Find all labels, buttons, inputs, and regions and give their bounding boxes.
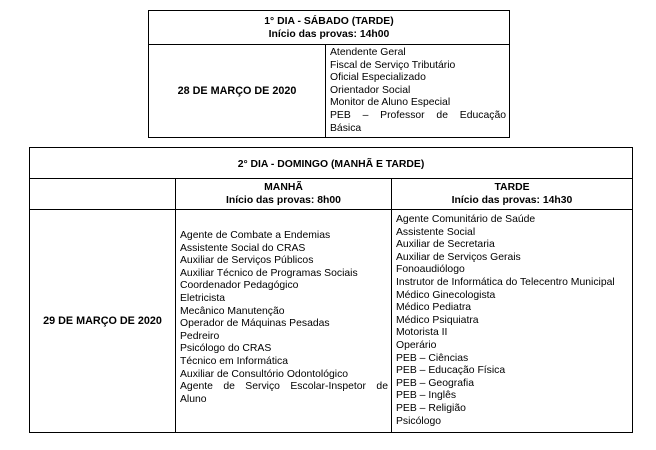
afternoon-list [392, 210, 633, 433]
list-item: Agente de Serviço Escolar-Inspetor de [180, 381, 388, 393]
list-item: Oficial Especializado [330, 72, 426, 84]
list-item: PEB – Inglês [396, 390, 457, 402]
morning-header [176, 179, 392, 210]
list-item: Monitor de Aluno Especial [330, 97, 451, 109]
list-item: Básica [330, 122, 362, 134]
day2-date: 29 DE MARÇO DE 2020 [30, 210, 176, 433]
list-item: Coordenador Pedagógico [180, 280, 299, 292]
day1-date: 28 DE MARÇO DE 2020 [149, 45, 326, 138]
list-item: Aluno [180, 393, 207, 405]
list-item: Operário [396, 339, 437, 351]
list-item: Orientador Social [330, 84, 411, 96]
list-item: Técnico em Informática [180, 355, 288, 367]
list-item: PEB – Educação Física [396, 365, 506, 377]
day2-title: 2° DIA - DOMINGO (MANHÃ E TARDE) [237, 159, 425, 170]
list-item: Pedreiro [180, 330, 220, 342]
list-item: Eletricista [180, 292, 226, 304]
list-item: PEB – Religião [396, 402, 466, 414]
list-item: Auxiliar de Consultório Odontológico [180, 368, 349, 380]
list-item: Auxiliar Técnico de Programas Sociais [180, 267, 358, 279]
list-item: Motorista II [396, 327, 448, 339]
afternoon-label: TARDE [494, 182, 530, 193]
list-item: Agente Comunitário de Saúde [396, 214, 536, 225]
list-item: PEB – Ciências [396, 352, 469, 364]
afternoon-header [392, 179, 633, 210]
morning-start-time: Início das provas: 8h00 [226, 195, 341, 206]
list-item: Atendente Geral [330, 47, 406, 58]
morning-label: MANHÃ [264, 182, 303, 193]
day2-empty-cell [30, 179, 176, 210]
list-item: Fiscal de Serviço Tributário [330, 59, 456, 71]
list-item: Médico Pediatra [396, 302, 472, 314]
list-item: Auxiliar de Serviços Públicos [180, 255, 314, 267]
list-item: Assistente Social do CRAS [180, 242, 306, 254]
afternoon-start-time: Início das provas: 14h30 [451, 195, 573, 206]
day1-start-time: Início das provas: 14h00 [268, 29, 390, 40]
morning-list [176, 210, 392, 433]
day1-list [326, 45, 510, 138]
list-item: Auxiliar de Secretaria [396, 239, 495, 251]
list-item: Agente de Combate a Endemias [180, 230, 331, 241]
day1-title: 1° DIA - SÁBADO (TARDE) [264, 16, 394, 27]
list-item: Operador de Máquinas Pesadas [180, 318, 330, 330]
list-item: Mecânico Manutenção [180, 305, 285, 317]
list-item: Psicólogo [396, 415, 442, 427]
list-item: Auxiliar de Serviços Gerais [396, 251, 521, 263]
day1-table [148, 10, 510, 138]
list-item: Assistente Social [396, 226, 476, 238]
list-item: Instrutor de Informática do Telecentro Municipal [396, 276, 615, 288]
list-item: PEB – Geografia [396, 377, 474, 389]
list-item: Médico Psiquiatra [396, 314, 479, 326]
day2-header [30, 148, 633, 179]
day1-header [149, 11, 510, 45]
day2-table [29, 147, 633, 433]
list-item: Fonoaudiólogo [396, 264, 465, 276]
list-item: PEB – Professor de Educação [330, 109, 506, 121]
list-item: Médico Ginecologista [396, 289, 496, 301]
list-item: Psicólogo do CRAS [180, 343, 272, 355]
